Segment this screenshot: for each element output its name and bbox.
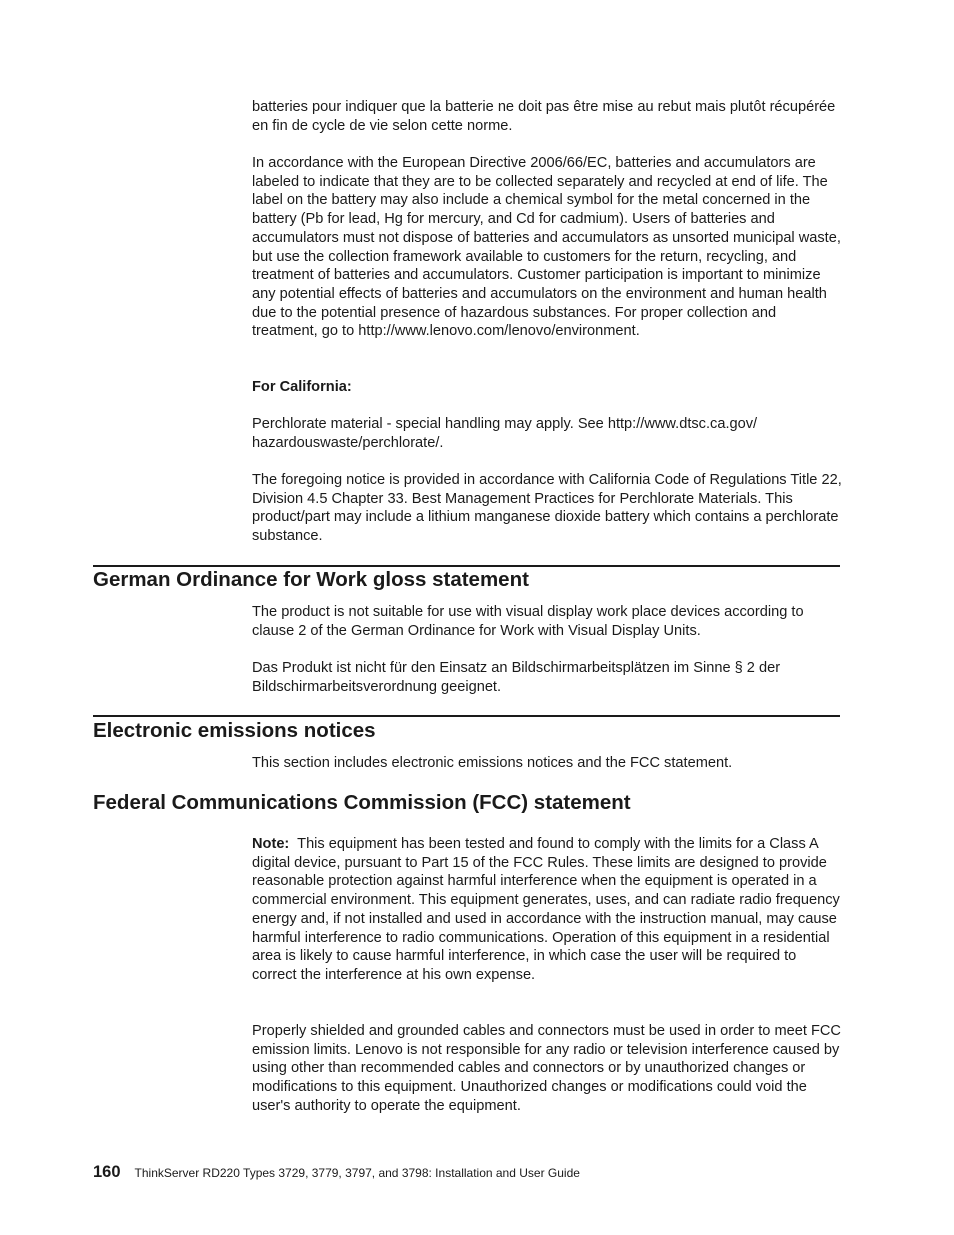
page-number: 160 [93,1163,121,1181]
emissions-intro-paragraph: This section includes electronic emissions notices and the FCC statement. [252,755,733,771]
fcc-section-heading: Federal Communications Commission (FCC) statement [93,791,631,814]
emissions-section-heading: Electronic emissions notices [93,719,376,742]
german-german-paragraph: Das Produkt ist nicht für den Einsatz an Bildschirmarbeitsplätzen im Sinne § 2 der Bildschirmarbeitsverordnung geeignet. [252,660,781,695]
emissions-intro-block [252,754,842,773]
section-divider-emissions [93,715,840,717]
document-title: ThinkServer RD220 Types 3729, 3779, 3797, and 3798: Installation and User Guide [134,1166,580,1180]
fcc-note-label: Note: [252,836,290,852]
german-section-heading: German Ordinance for Work gloss statement [93,568,529,591]
battery-directive-block [252,154,842,341]
perchlorate-block [252,415,842,452]
fcc-note-text: This equipment has been tested and found to comply with the limits for a Class A digital device, pursuant to Part 15 of the FCC Rules. These limits are designed to provide reasonable protection against harmful interference when the equipment is operated in a commercial environment. This equipment generates, uses, and can radiate radio frequency energy and, if not installed and used in accordance with the instruction manual, may cause harmful interference to radio communications. Operation of this equipment in a residential area is likely to cause harmful interference, in which case the user will be required to correct the interference at his own expense. [252,836,840,983]
german-english-block [252,603,842,640]
section-divider-german [93,565,840,567]
fcc-note-paragraph [252,835,842,985]
california-label-block [252,378,842,397]
california-regulation-block [252,471,842,546]
intro-paragraph-french: batteries pour indiquer que la batterie ne doit pas être mise au rebut mais plutôt récupérée en fin de cycle de vie selon cette norme. [252,99,836,134]
fcc-cables-block [252,1022,842,1116]
fcc-note-block [252,835,842,985]
intro-block [252,98,842,135]
battery-directive-paragraph: In accordance with the European Directive 2006/66/EC, batteries and accumulators are labeled to indicate that they are to be collected separately and recycled at end of life. The label on the battery may also include a chemical symbol for the metal concerned in the battery (Pb for lead, Hg for mercury, and Cd for cadmium). Users of batteries and accumulators must not dispose of batteries and accumulators as unsorted municipal waste, but use the collection framework available to customers for the return, recycling, and treatment of batteries and accumulators. Customer participation is important to minimize any potential effects of batteries and accumulators on the environment and human health due to the potential presence of hazardous substances. For proper collection and treatment, go to http://www.lenovo.com/lenovo/environment. [252,155,841,340]
german-english-paragraph: The product is not suitable for use with visual display work place devices according to clause 2 of the German Ordinance for Work with Visual Display Units. [252,604,804,639]
fcc-cables-paragraph: Properly shielded and grounded cables and connectors must be used in order to meet FCC emission limits. Lenovo is not responsible for any radio or television interference caused by using other than recommended cables and connectors or by unauthorized changes or modifications to this equipment. Unauthorized changes or modifications could void the user's authority to operate the equipment. [252,1023,841,1114]
california-regulation-paragraph: The foregoing notice is provided in accordance with California Code of Regulations Title 22, Division 4.5 Chapter 33. Best Management Practices for Perchlorate Materials. This product/part may include a lithium manganese dioxide battery which contains a perchlorate substance. [252,472,842,545]
german-german-block [252,659,842,696]
california-label: For California: [252,379,352,395]
perchlorate-paragraph: Perchlorate material - special handling may apply. See http://www.dtsc.ca.gov/ hazardouswaste/perchlorate/. [252,416,758,451]
page-footer [93,1160,580,1185]
